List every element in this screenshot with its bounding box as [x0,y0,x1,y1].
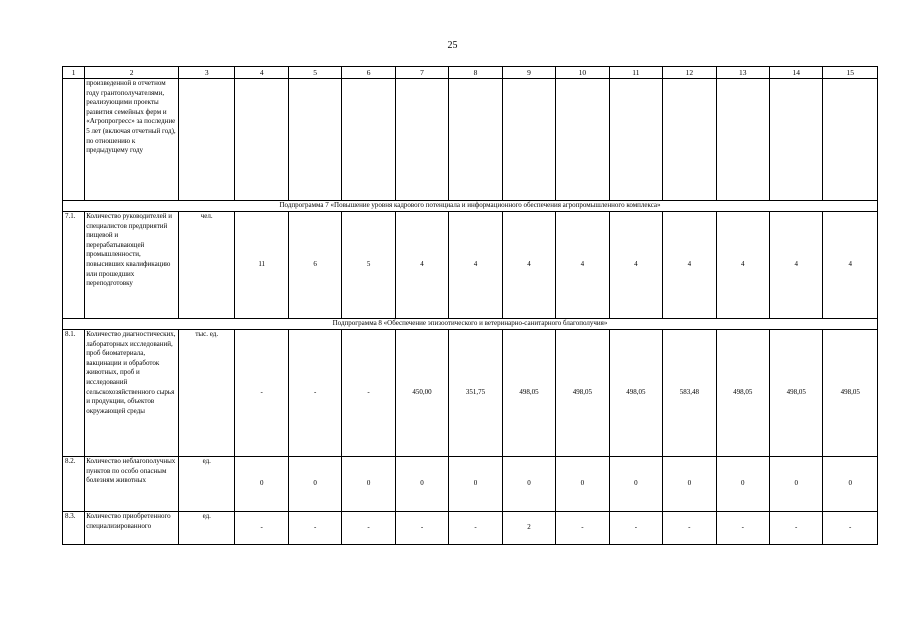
value-cell: 450,00 [395,330,448,457]
value-cell: 4 [556,212,609,319]
indicator-name: Количество диагностических, лабораторных исследований, проб биоматериала, вакцинации и обработок животных, проб и исследований сельскохозяйственного сырья и продукции, объектов окружающей среды [85,330,179,457]
value-cell: 498,05 [770,330,823,457]
page-number: 25 [447,40,458,51]
header-cell: 14 [770,67,823,79]
value-cell: 4 [716,212,769,319]
value-cell: 0 [716,457,769,512]
unit-cell: тыс. ед. [178,330,234,457]
table-row [63,457,878,512]
value-cell: 498,05 [502,330,555,457]
value-cell [770,79,823,201]
indicator-name: Количество руководителей и специалистов предприятий пищевой и перерабатывающей промышленности, повысивших квалификацию или прошедших переподготовку [85,212,179,319]
value-cell: 0 [235,457,288,512]
value-cell: - [609,512,662,545]
indicator-name: Количество неблагополучных пунктов по особо опасным болезням животных [85,457,179,512]
table-row [63,330,878,457]
row-number: 8.1. [63,330,85,457]
table-row [63,212,878,319]
value-cell: - [716,512,769,545]
row-number: 8.2. [63,457,85,512]
value-cell: 0 [823,457,878,512]
header-cell: 15 [823,67,878,79]
value-cell [716,79,769,201]
value-cell: 4 [770,212,823,319]
value-cell [342,79,395,201]
subprogram-title: Подпрограмма 7 «Повышение уровня кадрового потенциала и информационного обеспечения агропромышленного комплекса» [63,201,878,212]
value-cell: - [235,512,288,545]
unit-cell: чел. [178,212,234,319]
value-cell: 0 [449,457,502,512]
value-cell: - [288,330,341,457]
value-cell: 4 [395,212,448,319]
value-cell: 0 [770,457,823,512]
header-cell: 4 [235,67,288,79]
header-cell: 3 [178,67,234,79]
value-cell [663,79,716,201]
header-cell: 8 [449,67,502,79]
value-cell: 11 [235,212,288,319]
row-number: 8.3. [63,512,85,545]
value-cell [235,79,288,201]
header-cell: 10 [556,67,609,79]
value-cell [609,79,662,201]
indicator-name: произведенной в отчетном году грантополучателями, реализующими проекты развития семейных ферм и «Агропрогресс» за последние 5 лет (включая отчетный год), по отношению к предыдущему году [85,79,179,201]
value-cell [449,79,502,201]
value-cell [502,79,555,201]
value-cell: 498,05 [556,330,609,457]
table-row [63,512,878,545]
value-cell: 0 [556,457,609,512]
value-cell: 0 [502,457,555,512]
value-cell: 4 [823,212,878,319]
value-cell: 4 [663,212,716,319]
value-cell [288,79,341,201]
unit-cell: ед. [178,457,234,512]
value-cell: 2 [502,512,555,545]
value-cell: - [823,512,878,545]
header-cell: 2 [85,67,179,79]
value-cell: 498,05 [823,330,878,457]
value-cell: - [449,512,502,545]
value-cell: 6 [288,212,341,319]
table-row [63,79,878,201]
value-cell: - [395,512,448,545]
header-row [63,67,878,79]
value-cell: 4 [502,212,555,319]
value-cell: 351,75 [449,330,502,457]
header-cell: 1 [63,67,85,79]
value-cell: 0 [395,457,448,512]
value-cell: 0 [609,457,662,512]
header-cell: 6 [342,67,395,79]
value-cell: - [342,512,395,545]
section-row [63,201,878,212]
value-cell: 0 [342,457,395,512]
unit-cell [178,79,234,201]
value-cell: - [556,512,609,545]
value-cell: 0 [288,457,341,512]
value-cell: 5 [342,212,395,319]
value-cell: 0 [663,457,716,512]
value-cell: - [342,330,395,457]
header-cell: 9 [502,67,555,79]
value-cell: 498,05 [609,330,662,457]
value-cell [395,79,448,201]
value-cell: - [663,512,716,545]
value-cell [556,79,609,201]
row-number [63,79,85,201]
section-row [63,319,878,330]
indicator-name: Количество приобретенного специализированного [85,512,179,545]
header-cell: 5 [288,67,341,79]
unit-cell: ед. [178,512,234,545]
indicators-table [62,66,878,545]
header-cell: 13 [716,67,769,79]
value-cell: - [288,512,341,545]
value-cell: 498,05 [716,330,769,457]
header-cell: 11 [609,67,662,79]
header-cell: 7 [395,67,448,79]
value-cell [823,79,878,201]
header-cell: 12 [663,67,716,79]
value-cell: 583,48 [663,330,716,457]
value-cell: - [235,330,288,457]
value-cell: - [770,512,823,545]
value-cell: 4 [609,212,662,319]
subprogram-title: Подпрограмма 8 «Обеспечение эпизоотического и ветеринарно-санитарного благополучия» [63,319,878,330]
value-cell: 4 [449,212,502,319]
row-number: 7.1. [63,212,85,319]
